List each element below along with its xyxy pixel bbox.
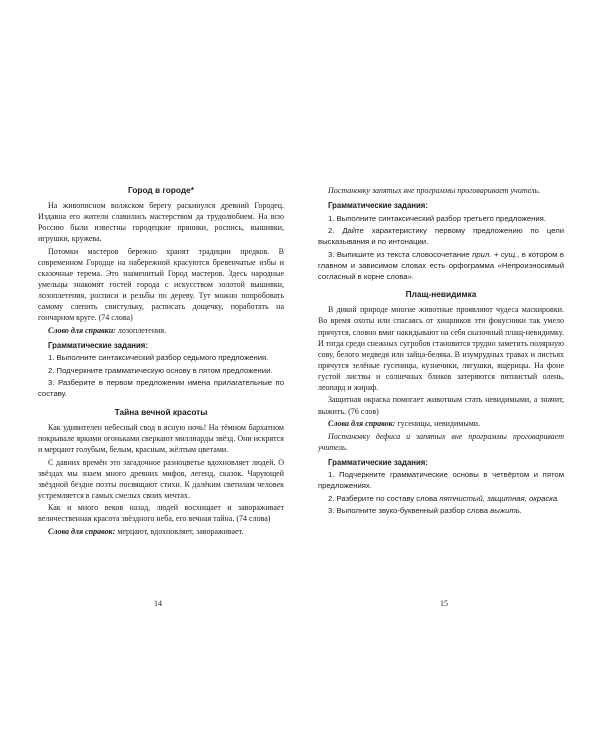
teacher-note-2: Постановку дефиса и запятых вне программы проговаривает учитель. bbox=[318, 431, 564, 452]
formula-text: прил. + сущ. bbox=[472, 249, 518, 259]
paragraph-6: В дикой природе многие животные проявляют чудеса маскировки. Во время охоты или спасаясь от хищников эти фокусники так умело прячутся, словно вмиг накидывают на себя сказочный плащ-невидимку. И тогда среди снежных сугробов становится трудно заметить полярную сову, белого медведя или зайца-беляка. В изумрудных травах и листьях прячутся зелёные гусеницы, кузнечики, лягушки, ящерицы. На фоне густой листвы и солнечных бликов затеряются пятнистый олень, леопард и жираф. bbox=[318, 305, 564, 392]
task-item: 1. Подчеркните грамматические основы в четвёртом и пятом предложениях. bbox=[318, 470, 564, 491]
tasks-header-1: Грамматические задания: bbox=[48, 340, 148, 350]
task-item: 1. Выполните синтаксический разбор седьмого предложения. bbox=[48, 353, 269, 363]
tasks-header-3: Грамматические задания: bbox=[328, 457, 428, 467]
reference-words-3 bbox=[318, 418, 564, 429]
reference-label: Слова для справок: bbox=[328, 419, 396, 429]
reference-words-2 bbox=[38, 526, 284, 537]
task-item: 2. Подчеркните грамматическую основу в пятом предложении. bbox=[48, 365, 273, 375]
task-words: пятнистый, защитная, окраска. bbox=[439, 493, 560, 503]
page-number-right: 15 bbox=[440, 599, 448, 608]
text-title-1: Город в городе* bbox=[128, 185, 194, 195]
paragraph-5: Как и много веков назад, людей восхищает и завораживает величественная красота звёздного неба, его вечная тайна. (74 слова) bbox=[38, 503, 284, 524]
reference-label: Слова для справок: bbox=[48, 526, 116, 536]
text-title-3: Плащ-невидимка bbox=[405, 289, 477, 300]
paragraph-3: Как удивителен небесный свод в ясную ночь! На тёмном бархатном покрывале яркими огоньками сверкают миллиарды звёзд. Они искрятся и мерцают голубым, белым, красным, жёлтым цветами. bbox=[38, 422, 284, 455]
task-item: 3. Выпишите из текста словосочетание прил. + сущ., в котором в главном и зависимом словах есть орфограмма «Непроизносимый согласный в корне слова». bbox=[318, 249, 564, 281]
reference-text: мерцают, вдохновляет, завораживает. bbox=[115, 526, 244, 536]
task-item: 1. Выполните синтаксический разбор третьего предложения. bbox=[328, 213, 546, 223]
reference-text: гусеницы, невидимыми. bbox=[395, 419, 481, 429]
text-title-2: Тайна вечной красоты bbox=[114, 406, 208, 417]
teacher-note-1: Постановку запятых вне программы проговаривает учитель. bbox=[328, 186, 541, 195]
reference-words-1 bbox=[38, 325, 284, 336]
tasks-header-2: Грамматические задания: bbox=[328, 201, 428, 211]
left-page bbox=[38, 185, 284, 538]
paragraph-7: Защитная окраска помогает животным стать невидимыми, а значит, выжить. (76 слов) bbox=[318, 395, 564, 416]
task-item: 2. Дайте характеристику первому предложению по цели высказывания и по интонации. bbox=[318, 226, 564, 247]
task-item: 3. Выполните звуко-буквенный разбор слова выжить. bbox=[328, 506, 522, 516]
page-number-left: 14 bbox=[154, 599, 162, 608]
paragraph-1: На живописном волжском берегу раскинулся древний Городец. Издавна его жители славились мастерством да трудолюбием. На всю Россию были известны городецкие пряники, роспись, вышивки, игрушки, кружева. bbox=[38, 201, 284, 244]
reference-text: лозоплетения. bbox=[115, 325, 167, 335]
task-item: 2. Разберите по составу слова пятнистый, защитная, окраска. bbox=[328, 493, 560, 503]
paragraph-2: Потомки мастеров бережно хранят традиции предков. В современном Городце на набережной красуются бревенчатые избы и сказочные терема. Это знаменитый Город мастеров. Здесь народные умельцы знакомят гостей города с искусством золотой вышивки, лозоплетения, росписи и резьбы по дереву. Тут можно попробовать самому слепить свистульку, расписать дощечку, поработать на гончарном круге. (74 слова) bbox=[38, 246, 284, 323]
task-word: выжить. bbox=[490, 506, 522, 516]
right-page bbox=[318, 185, 564, 518]
task-item: 3. Разберите в первом предложении имена прилагательные по составу. bbox=[38, 378, 284, 399]
reference-label: Слово для справки: bbox=[48, 325, 116, 335]
paragraph-4: С давних времён это загадочное разноцветье вдохновляет людей. О звёздах мы знаем много древних мифов, легенд, сказок. Чарующей звёздной бездне поэты посвящают стихи. К далёким светилам человек устремляется в самых смелых своих мечтах. bbox=[38, 457, 284, 500]
